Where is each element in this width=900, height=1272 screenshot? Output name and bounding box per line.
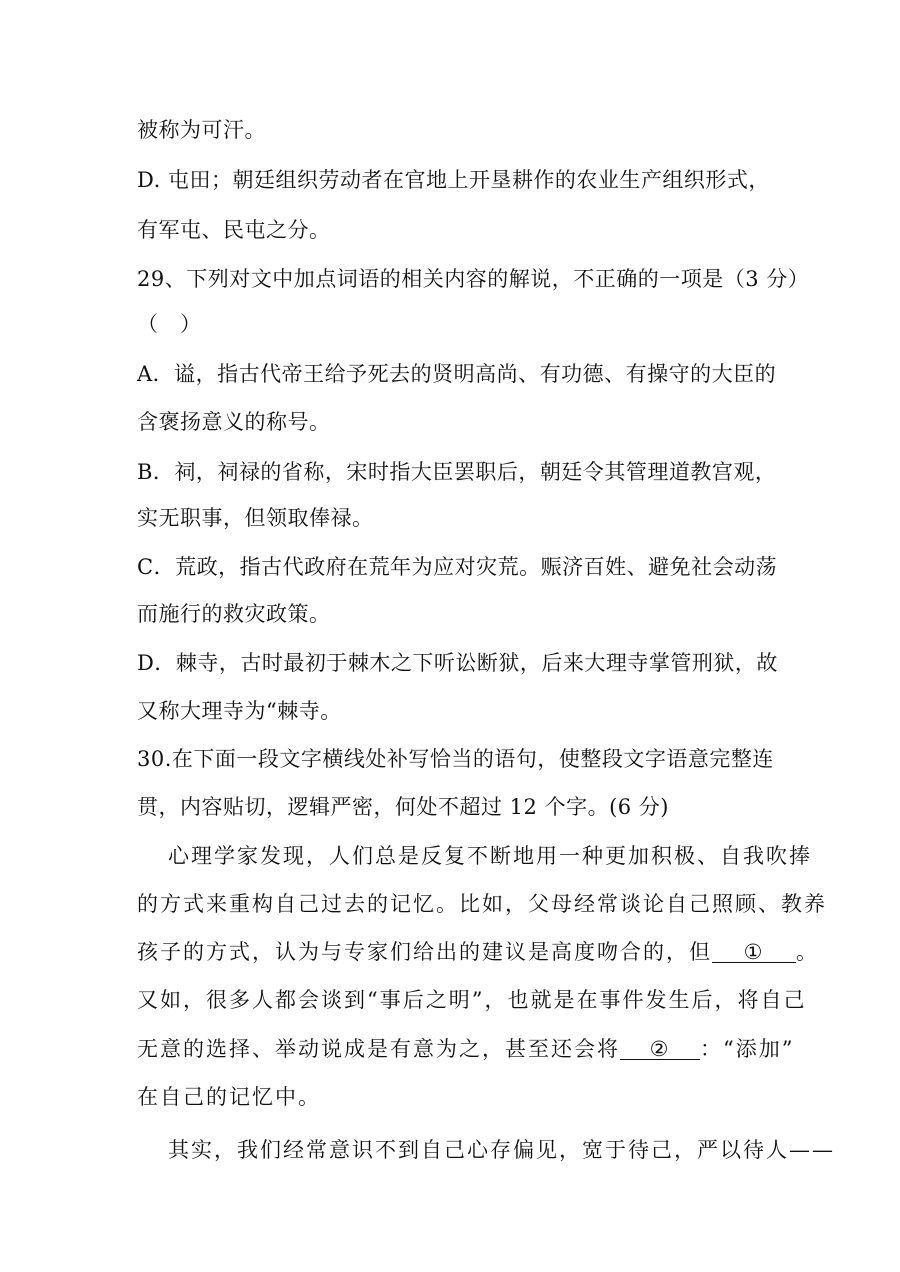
q29-answer-paren: （ ） <box>137 312 202 336</box>
q30-passage-line-2: 的方式来重构自己过去的记忆。比如，父母经常谈论自己照顾、教养 <box>137 892 827 916</box>
q29-option-b: B．祠，祠禄的省称，宋时指大臣罢职后，朝廷令其管理道教宫观， <box>137 460 777 484</box>
q30-passage-line-1: 心理学家发现，人们总是反复不断地用一种更加积极、自我吹捧 <box>168 844 812 868</box>
q28-option-d: D. 屯田；朝廷组织劳动者在官地上开垦耕作的农业生产组织形式， <box>137 168 770 192</box>
q29-option-a: A．谥，指古代帝王给予死去的贤明高尚、有功德、有操守的大臣的 <box>137 362 777 386</box>
q30-passage-line-5 <box>137 1035 794 1063</box>
blank-2-number: ② <box>649 1037 671 1061</box>
q29-option-b-cont: 实无职事，但领取俸禄。 <box>137 506 374 530</box>
q29-option-a-cont: 含褒扬意义的称号。 <box>137 410 331 434</box>
answer-blank-1[interactable] <box>712 940 796 963</box>
q28-option-d-cont: 有军屯、民屯之分。 <box>137 218 331 242</box>
q30-stem-cont: 贯，内容贴切，逻辑严密，何处不超过 12 个字。(6 分) <box>137 795 669 819</box>
q29-option-c-cont: 而施行的救灾政策。 <box>137 602 331 626</box>
q30-passage-line-3-text: 孩子的方式，认为与专家们给出的建议是高度吻合的，但 <box>137 940 712 964</box>
q28-option-c-tail: 被称为可汗。 <box>137 118 266 142</box>
q30-passage-line-6: 在自己的记忆中。 <box>137 1085 321 1109</box>
q30-passage-line-3 <box>137 938 819 966</box>
q29-option-c: C．荒政，指古代政府在荒年为应对灾荒。赈济百姓、避免社会动荡 <box>137 555 778 579</box>
q30-passage-line-3-end: 。 <box>796 940 819 964</box>
q29-stem: 29、下列对文中加点词语的相关内容的解说，不正确的一项是（3 分） <box>137 267 810 291</box>
q30-passage-line-5-text: 无意的选择、举动说成是有意为之，甚至还会将 <box>137 1037 620 1061</box>
q30-stem: 30.在下面一段文字横线处补写恰当的语句，使整段文字语意完整连 <box>137 747 774 771</box>
q29-option-d: D．棘寺，古时最初于棘木之下听讼断狱，后来大理寺掌管刑狱，故 <box>137 651 778 675</box>
q30-passage-line-7: 其实，我们经常意识不到自己心存偏见，宽于待己，严以待人—— <box>168 1138 835 1162</box>
q30-passage-line-5-end: ：“添加” <box>700 1037 795 1061</box>
blank-1-number: ① <box>743 940 765 964</box>
q30-passage-line-4: 又如，很多人都会谈到“事后之明”，也就是在事件发生后，将自己 <box>137 988 807 1012</box>
q29-option-d-cont: 又称大理寺为“棘寺。 <box>137 699 342 723</box>
answer-blank-2[interactable] <box>620 1037 700 1060</box>
